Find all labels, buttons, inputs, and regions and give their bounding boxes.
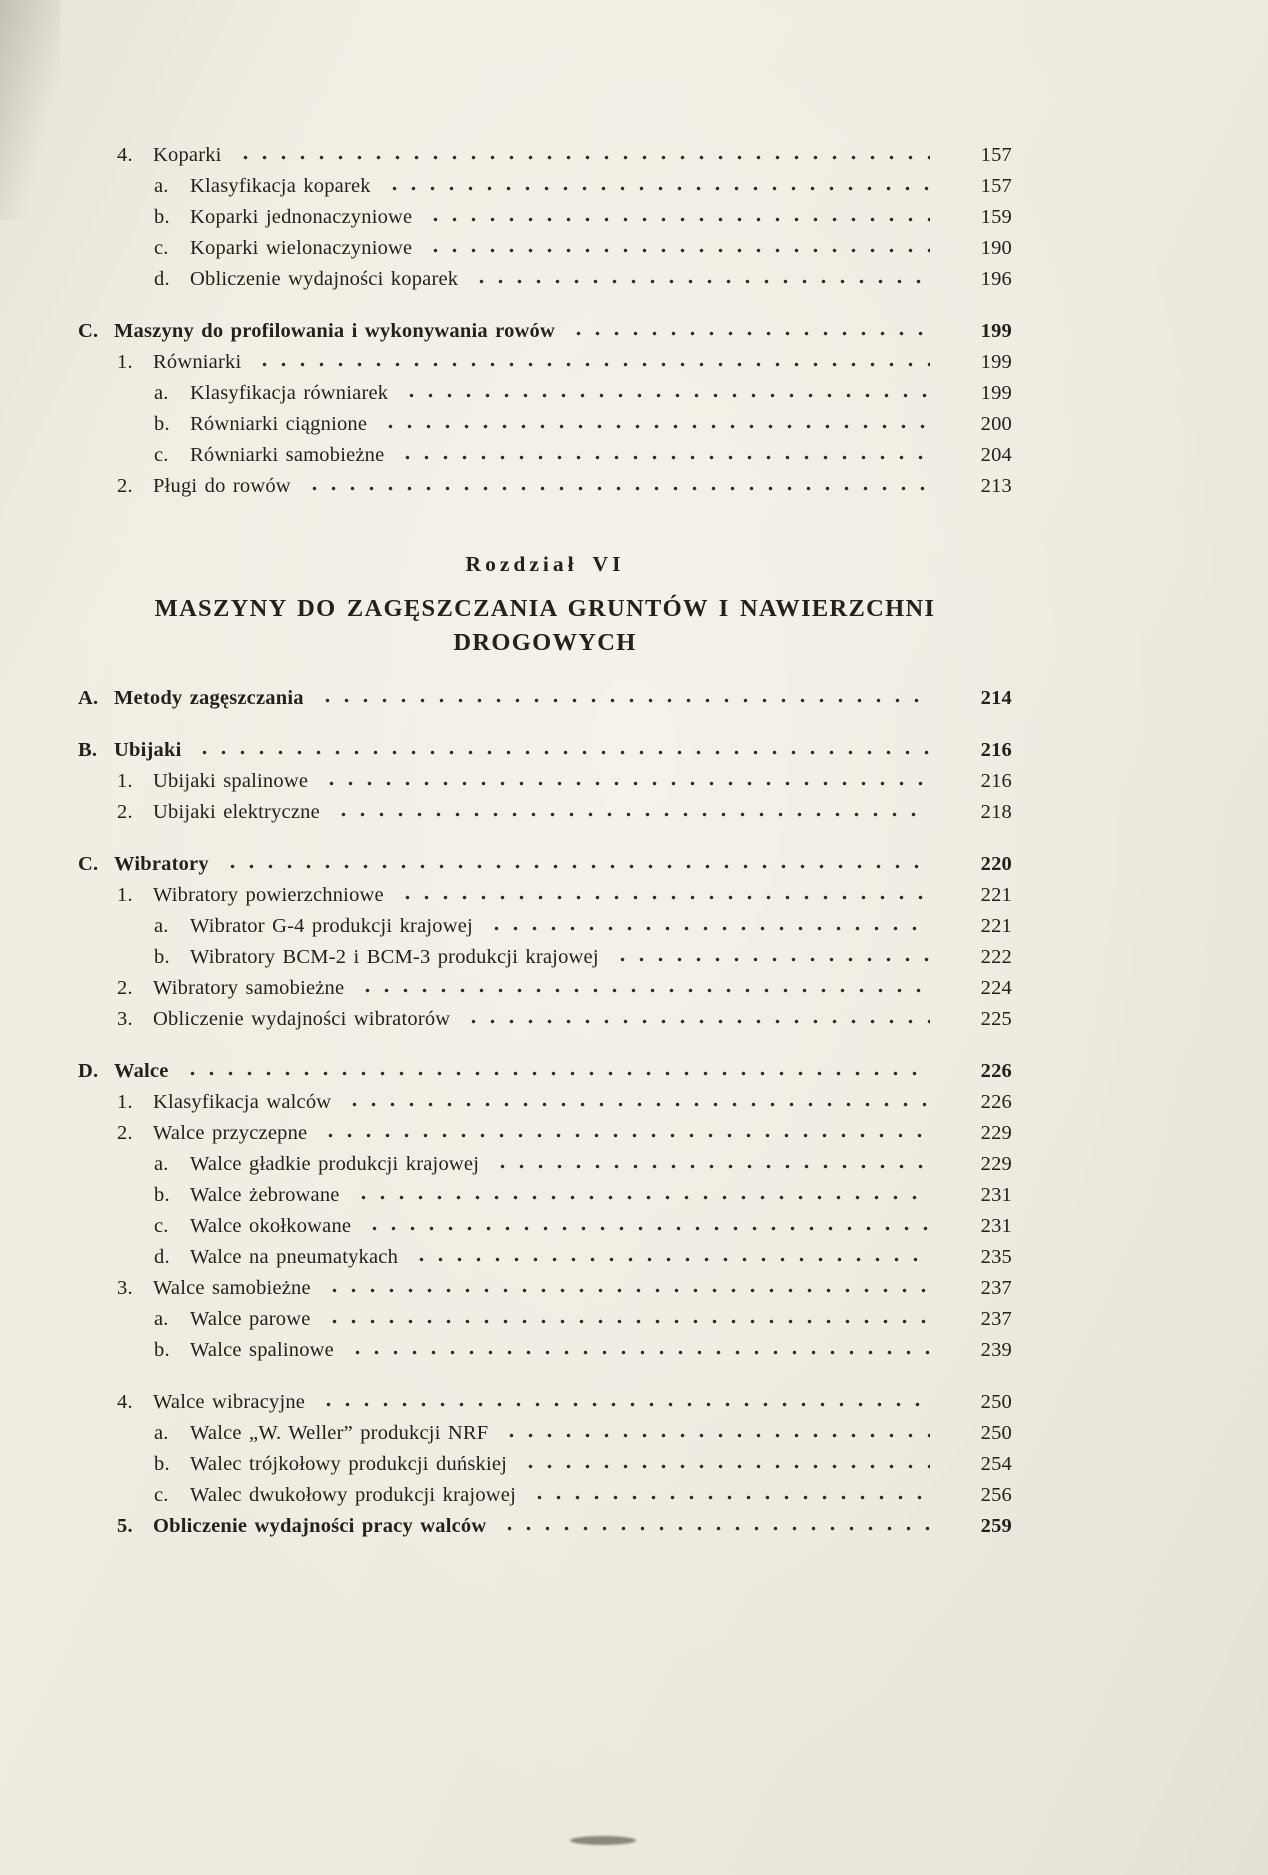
toc-entry-text: Walec trójkołowy produkcji duńskiej bbox=[190, 1453, 508, 1475]
toc-entry-text: Pługi do rowów bbox=[153, 475, 291, 497]
toc-entry bbox=[78, 973, 1012, 1004]
toc-entry-label: a. bbox=[154, 382, 169, 404]
toc-entry-text: Obliczenie wydajności wibratorów bbox=[153, 1008, 451, 1030]
toc-entry-text: Równiarki ciągnione bbox=[190, 413, 368, 435]
toc-entry bbox=[78, 766, 1012, 797]
toc-entry-label: c. bbox=[154, 1215, 169, 1237]
toc-entry-label: 1. bbox=[117, 770, 133, 792]
toc-entry bbox=[78, 1149, 1012, 1180]
toc-entry-page: 239 bbox=[980, 1339, 1012, 1361]
toc-entry-label: 4. bbox=[117, 1391, 133, 1413]
toc-entry bbox=[78, 264, 1012, 295]
toc-entry-label: 2. bbox=[117, 801, 133, 823]
dot-leader bbox=[344, 1339, 930, 1356]
toc-entry-text: Koparki wielonaczyniowe bbox=[190, 237, 413, 259]
toc-entry-label: 5. bbox=[117, 1515, 133, 1537]
toc-entry-label: 1. bbox=[117, 351, 133, 373]
toc-entry-label: 2. bbox=[117, 977, 133, 999]
toc-entry-page: 226 bbox=[980, 1091, 1012, 1113]
toc-entry bbox=[78, 1304, 1012, 1335]
toc-entry-text: Wibratory BCM-2 i BCM-3 produkcji krajowej bbox=[190, 946, 599, 968]
dot-leader bbox=[219, 853, 930, 870]
toc-entry bbox=[78, 797, 1012, 828]
toc-entry-text: Walce spalinowe bbox=[190, 1339, 334, 1361]
toc-entry-text: Walec dwukołowy produkcji krajowej bbox=[190, 1484, 516, 1506]
chapter-header bbox=[78, 549, 1012, 660]
toc-entry bbox=[78, 1511, 1012, 1542]
dot-leader bbox=[318, 770, 930, 787]
toc-entry-text: Walce gładkie produkcji krajowej bbox=[190, 1153, 480, 1175]
toc-entry bbox=[78, 735, 1012, 766]
toc-entry-page: 222 bbox=[980, 946, 1012, 968]
toc-entry-page: 231 bbox=[980, 1184, 1012, 1206]
dot-leader bbox=[398, 382, 930, 399]
toc-entry-page: 237 bbox=[980, 1308, 1012, 1330]
toc-entry-text: Walce bbox=[114, 1060, 169, 1082]
toc-entry-text: Walce samobieżne bbox=[153, 1277, 311, 1299]
toc-entry bbox=[78, 378, 1012, 409]
toc-entry bbox=[78, 1087, 1012, 1118]
dot-leader bbox=[321, 1308, 930, 1325]
toc-entry-text: Metody zagęszczania bbox=[114, 687, 304, 709]
toc-entry-text: Ubijaki bbox=[114, 739, 182, 761]
toc-entry bbox=[78, 880, 1012, 911]
toc-entry bbox=[78, 911, 1012, 942]
dot-leader bbox=[341, 1091, 930, 1108]
chapter-title: MASZYNY DO ZAGĘSZCZANIA GRUNTÓW I NAWIERZCHNI DROGOWYCH bbox=[154, 595, 936, 656]
toc-entry-label: 3. bbox=[117, 1277, 133, 1299]
toc-entry bbox=[78, 1211, 1012, 1242]
dot-leader bbox=[354, 977, 930, 994]
toc-entry-text: Klasyfikacja koparek bbox=[190, 175, 371, 197]
toc-entry bbox=[78, 440, 1012, 471]
toc-entry-page: 235 bbox=[980, 1246, 1012, 1268]
toc-entry-page: 259 bbox=[980, 1515, 1012, 1537]
dot-leader bbox=[381, 175, 930, 192]
toc-entry-page: 199 bbox=[980, 351, 1012, 373]
dot-leader bbox=[350, 1184, 930, 1201]
toc-entry bbox=[78, 233, 1012, 264]
toc-entry bbox=[78, 1242, 1012, 1273]
toc-entry-page: 216 bbox=[980, 739, 1012, 761]
toc-entry bbox=[78, 942, 1012, 973]
dot-leader bbox=[422, 206, 930, 223]
chapter-heading: Rozdział VI bbox=[465, 552, 625, 576]
toc-section-chapter-vi bbox=[78, 683, 1012, 1542]
toc-entry-label: 2. bbox=[117, 475, 133, 497]
toc-entry-page: 226 bbox=[980, 1060, 1012, 1082]
toc-entry bbox=[78, 1387, 1012, 1418]
dot-leader bbox=[609, 946, 930, 963]
toc-entry-text: Równiarki samobieżne bbox=[190, 444, 385, 466]
toc-entry-label: 4. bbox=[117, 144, 133, 166]
toc-entry-label: D. bbox=[78, 1060, 99, 1082]
toc-entry-page: 157 bbox=[980, 175, 1012, 197]
toc-entry-page: 224 bbox=[980, 977, 1012, 999]
toc-entry bbox=[78, 1273, 1012, 1304]
toc-entry-text: Obliczenie wydajności koparek bbox=[190, 268, 459, 290]
toc-entry-page: 199 bbox=[980, 382, 1012, 404]
dot-leader bbox=[483, 915, 930, 932]
toc-entry-page: 196 bbox=[980, 268, 1012, 290]
dot-leader bbox=[468, 268, 930, 285]
dot-leader bbox=[321, 1277, 930, 1294]
toc-entry-text: Walce na pneumatykach bbox=[190, 1246, 399, 1268]
dot-leader bbox=[394, 884, 930, 901]
dot-leader bbox=[498, 1422, 930, 1439]
toc-entry-label: 2. bbox=[117, 1122, 133, 1144]
toc-entry-page: 214 bbox=[980, 687, 1012, 709]
toc-entry-text: Ubijaki spalinowe bbox=[153, 770, 309, 792]
dot-leader bbox=[394, 444, 930, 461]
toc-entry-page: 229 bbox=[980, 1153, 1012, 1175]
dot-leader bbox=[317, 1122, 930, 1139]
toc-entry bbox=[78, 1180, 1012, 1211]
toc-entry-label: 1. bbox=[117, 1091, 133, 1113]
toc-entry-label: b. bbox=[154, 1453, 170, 1475]
toc-entry-page: 190 bbox=[980, 237, 1012, 259]
toc-entry bbox=[78, 471, 1012, 502]
toc-entry bbox=[78, 202, 1012, 233]
toc-entry-page: 221 bbox=[980, 884, 1012, 906]
toc-entry-text: Koparki bbox=[153, 144, 222, 166]
toc-entry bbox=[78, 140, 1012, 171]
toc-entry-page: 157 bbox=[980, 144, 1012, 166]
scan-smudge bbox=[570, 1836, 636, 1845]
toc-entry-text: Wibratory powierzchniowe bbox=[153, 884, 384, 906]
dot-leader bbox=[191, 739, 930, 756]
toc-entry-page: 225 bbox=[980, 1008, 1012, 1030]
toc-entry-label: b. bbox=[154, 946, 170, 968]
toc-entry bbox=[78, 1004, 1012, 1035]
toc-entry-label: B. bbox=[78, 739, 98, 761]
toc-entry-page: 250 bbox=[980, 1391, 1012, 1413]
toc-entry-text: Walce okołkowane bbox=[190, 1215, 352, 1237]
toc-entry-text: Równiarki bbox=[153, 351, 242, 373]
toc-entry-label: c. bbox=[154, 237, 169, 259]
toc-entry-label: a. bbox=[154, 1308, 169, 1330]
toc-entry-page: 216 bbox=[980, 770, 1012, 792]
toc-entry-text: Walce przyczepne bbox=[153, 1122, 308, 1144]
dot-leader bbox=[315, 1391, 930, 1408]
toc-entry-page: 218 bbox=[980, 801, 1012, 823]
toc-entry-label: b. bbox=[154, 1184, 170, 1206]
toc-entry-text: Maszyny do profilowania i wykonywania rowów bbox=[114, 320, 555, 342]
dot-leader bbox=[422, 237, 930, 254]
toc-entry-page: 159 bbox=[980, 206, 1012, 228]
toc-entry bbox=[78, 1418, 1012, 1449]
scan-corner-shadow bbox=[0, 0, 60, 220]
toc-entry-page: 220 bbox=[980, 853, 1012, 875]
toc-entry-text: Walce wibracyjne bbox=[153, 1391, 306, 1413]
toc-entry-label: a. bbox=[154, 1153, 169, 1175]
dot-leader bbox=[496, 1515, 930, 1532]
toc-entry bbox=[78, 1335, 1012, 1366]
dot-leader bbox=[517, 1453, 930, 1470]
toc-entry-label: c. bbox=[154, 1484, 169, 1506]
toc-section-previous-chapter bbox=[78, 140, 1012, 502]
dot-leader bbox=[251, 351, 930, 368]
toc-entry-text: Wibratory bbox=[114, 853, 209, 875]
dot-leader bbox=[565, 320, 930, 337]
toc-entry-label: a. bbox=[154, 175, 169, 197]
toc-entry-label: 1. bbox=[117, 884, 133, 906]
toc-entry-page: 256 bbox=[980, 1484, 1012, 1506]
toc-entry-text: Klasyfikacja równiarek bbox=[190, 382, 389, 404]
dot-leader bbox=[301, 475, 930, 492]
toc-entry-page: 250 bbox=[980, 1422, 1012, 1444]
toc-entry-label: d. bbox=[154, 1246, 170, 1268]
toc-entry-page: 204 bbox=[980, 444, 1012, 466]
dot-leader bbox=[179, 1060, 930, 1077]
toc-entry-text: Ubijaki elektryczne bbox=[153, 801, 320, 823]
toc-entry bbox=[78, 409, 1012, 440]
toc-entry-page: 213 bbox=[980, 475, 1012, 497]
dot-leader bbox=[377, 413, 930, 430]
toc-entry-label: a. bbox=[154, 915, 169, 937]
toc-entry-page: 221 bbox=[980, 915, 1012, 937]
toc-entry bbox=[78, 316, 1012, 347]
toc-entry-text: Koparki jednonaczyniowe bbox=[190, 206, 413, 228]
toc-entry-page: 254 bbox=[980, 1453, 1012, 1475]
dot-leader bbox=[232, 144, 930, 161]
dot-leader bbox=[361, 1215, 930, 1232]
dot-leader bbox=[314, 687, 930, 704]
dot-leader bbox=[408, 1246, 930, 1263]
toc-entry-page: 229 bbox=[980, 1122, 1012, 1144]
toc-entry-label: C. bbox=[78, 320, 99, 342]
toc-entry-label: b. bbox=[154, 413, 170, 435]
toc-entry bbox=[78, 1449, 1012, 1480]
toc-entry-page: 237 bbox=[980, 1277, 1012, 1299]
toc-entry-label: A. bbox=[78, 687, 99, 709]
toc-entry-text: Walce żebrowane bbox=[190, 1184, 340, 1206]
toc-entry-text: Walce „W. Weller” produkcji NRF bbox=[190, 1422, 489, 1444]
toc-entry-label: c. bbox=[154, 444, 169, 466]
toc-entry-label: a. bbox=[154, 1422, 169, 1444]
toc-entry-label: d. bbox=[154, 268, 170, 290]
toc-entry-text: Walce parowe bbox=[190, 1308, 311, 1330]
toc-entry-label: b. bbox=[154, 1339, 170, 1361]
toc-entry-label: C. bbox=[78, 853, 99, 875]
toc-entry-label: 3. bbox=[117, 1008, 133, 1030]
toc-entry-text: Wibratory samobieżne bbox=[153, 977, 345, 999]
dot-leader bbox=[526, 1484, 930, 1501]
toc-entry bbox=[78, 171, 1012, 202]
toc-entry-label: b. bbox=[154, 206, 170, 228]
toc-entry bbox=[78, 1118, 1012, 1149]
dot-leader bbox=[489, 1153, 930, 1170]
dot-leader bbox=[460, 1008, 930, 1025]
toc-entry bbox=[78, 683, 1012, 714]
toc-entry-page: 199 bbox=[980, 320, 1012, 342]
toc-entry-text: Klasyfikacja walców bbox=[153, 1091, 332, 1113]
toc-entry bbox=[78, 849, 1012, 880]
toc-entry bbox=[78, 1480, 1012, 1511]
toc-entry-text: Wibrator G-4 produkcji krajowej bbox=[190, 915, 473, 937]
toc-entry-page: 200 bbox=[980, 413, 1012, 435]
toc-entry bbox=[78, 347, 1012, 378]
toc-entry bbox=[78, 1056, 1012, 1087]
toc-entry-page: 231 bbox=[980, 1215, 1012, 1237]
dot-leader bbox=[330, 801, 930, 818]
toc-entry-text: Obliczenie wydajności pracy walców bbox=[153, 1515, 487, 1537]
